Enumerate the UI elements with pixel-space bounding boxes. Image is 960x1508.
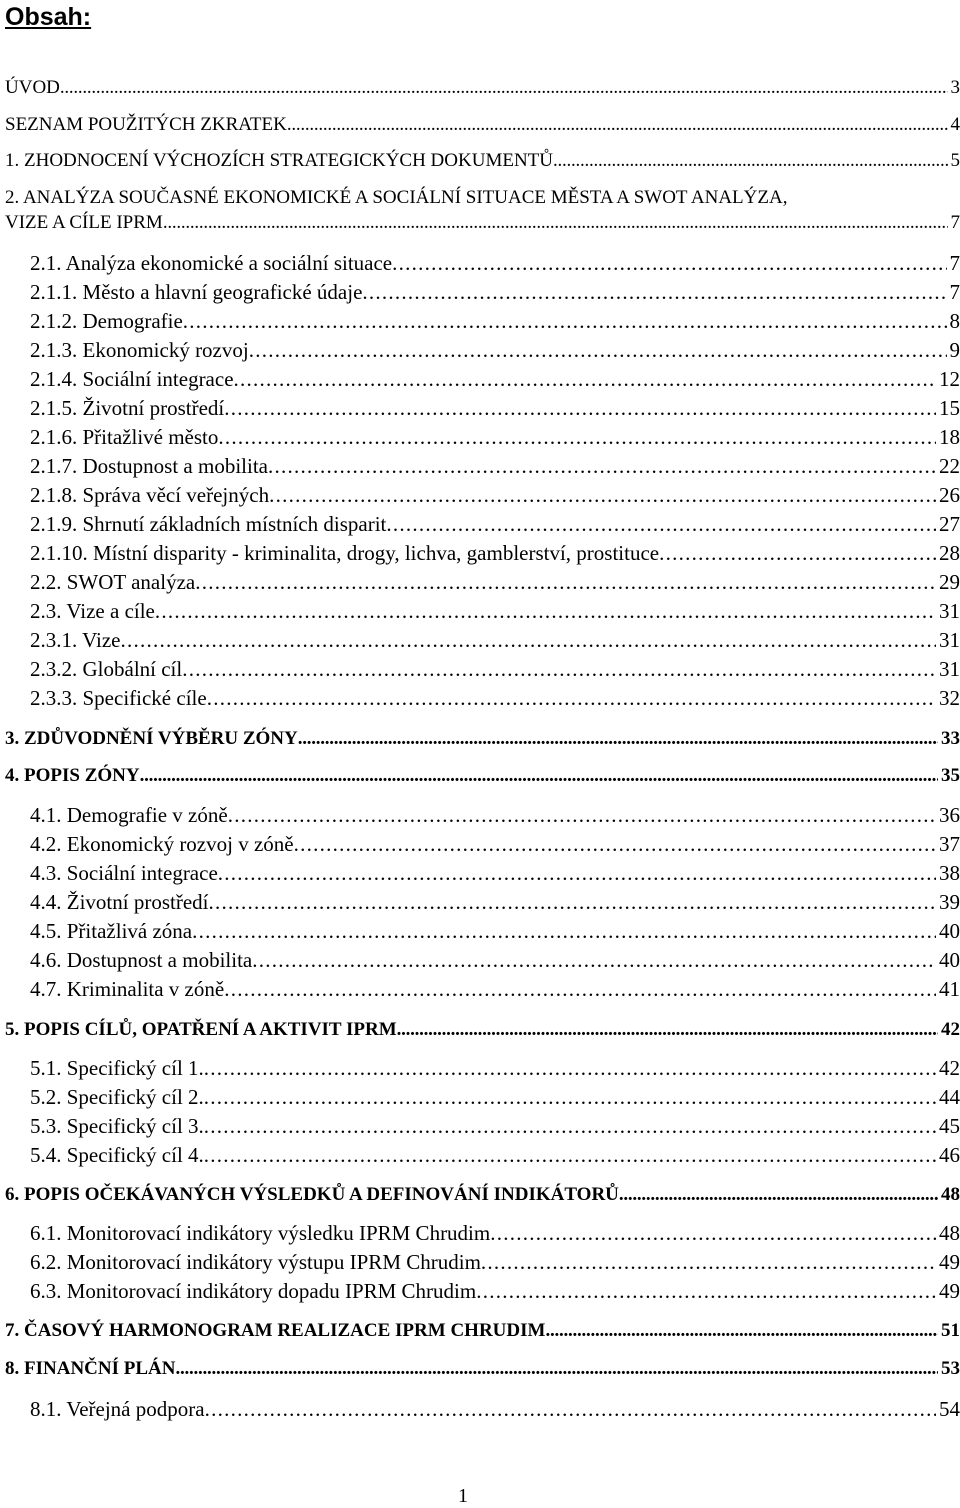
toc-page-number: 3 xyxy=(948,77,960,99)
toc-page-number: 7 xyxy=(947,251,960,276)
toc-entry-uvod[interactable] xyxy=(5,77,960,99)
toc-entry-label: 5.4. Specifický cíl 4. xyxy=(30,1143,204,1168)
toc-entry-label: 4.7. Kriminalita v zóně xyxy=(30,977,224,1002)
toc-entry-label: 8. FINANČNÍ PLÁN xyxy=(5,1358,175,1380)
toc-leader-dots xyxy=(205,1397,936,1422)
toc-page-number: 22 xyxy=(936,454,960,479)
toc-page-number: 32 xyxy=(936,686,960,711)
toc-leader-dots xyxy=(294,832,936,857)
toc-entry-6-1[interactable] xyxy=(30,1221,960,1246)
toc-page-number: 44 xyxy=(936,1085,960,1110)
toc-page-number: 48 xyxy=(938,1184,960,1206)
toc-entry-2-1-8[interactable] xyxy=(30,483,960,508)
toc-page-number: 7 xyxy=(947,280,960,305)
toc-page-number: 27 xyxy=(936,512,960,537)
toc-leader-dots xyxy=(155,599,936,624)
toc-entry-4-1[interactable] xyxy=(30,803,960,828)
toc-entry-label: 4.1. Demografie v zóně xyxy=(30,803,228,828)
toc-leader-dots xyxy=(234,367,936,392)
toc-leader-dots xyxy=(175,1358,938,1380)
toc-page-number: 49 xyxy=(936,1279,960,1304)
toc-entry-label: 4.6. Dostupnost a mobilita xyxy=(30,948,252,973)
toc-entry-seznam-zkratek[interactable] xyxy=(5,114,960,136)
toc-page-number: 7 xyxy=(948,212,960,234)
toc-page-number: 18 xyxy=(936,425,960,450)
toc-page-number: 28 xyxy=(936,541,960,566)
toc-entry-label: 2.1.7. Dostupnost a mobilita xyxy=(30,454,268,479)
toc-page-number: 49 xyxy=(936,1250,960,1275)
toc-page-number: 54 xyxy=(936,1397,960,1422)
toc-entry-label: 2.1.3. Ekonomický rozvoj xyxy=(30,338,249,363)
toc-entry-4-5[interactable] xyxy=(30,919,960,944)
toc-entry-label: 2.1.10. Místní disparity - kriminalita, drogy, lichva, gamblerství, prostituce xyxy=(30,541,659,566)
toc-page-number: 38 xyxy=(936,861,960,886)
toc-entry-label: 6.2. Monitorovací indikátory výstupu IPRM Chrudim xyxy=(30,1250,481,1275)
toc-entry-2-3-2[interactable] xyxy=(30,657,960,682)
toc-entry-label: 5.2. Specifický cíl 2. xyxy=(30,1085,204,1110)
toc-leader-dots xyxy=(121,628,936,653)
toc-entry-label: 8.1. Veřejná podpora xyxy=(30,1397,205,1422)
toc-leader-dots xyxy=(204,1114,936,1139)
toc-leader-dots xyxy=(545,1320,938,1342)
toc-entry-2-3-1[interactable] xyxy=(30,628,960,653)
toc-page-number: 5 xyxy=(948,150,960,172)
toc-page-number: 31 xyxy=(936,599,960,624)
toc-leader-dots xyxy=(195,570,936,595)
toc-entry-label: 2.1.5. Životní prostředí xyxy=(30,396,224,421)
toc-page-number: 48 xyxy=(936,1221,960,1246)
toc-page-number: 15 xyxy=(936,396,960,421)
toc-entry-label: 2.1.8. Správa věcí veřejných xyxy=(30,483,269,508)
toc-leader-dots xyxy=(163,212,948,234)
toc-leader-dots xyxy=(268,454,936,479)
toc-entry-label: 5.3. Specifický cíl 3. xyxy=(30,1114,204,1139)
toc-entry-label: 4.5. Přitažlivá zóna xyxy=(30,919,192,944)
toc-leader-dots xyxy=(192,919,936,944)
toc-entry-4-4[interactable] xyxy=(30,890,960,915)
toc-leader-dots xyxy=(224,396,936,421)
toc-leader-dots xyxy=(228,803,936,828)
toc-entry-6-2[interactable] xyxy=(30,1250,960,1275)
toc-entry-6-3[interactable] xyxy=(30,1279,960,1304)
toc-page-number: 9 xyxy=(947,338,960,363)
toc-entry-label: 2.1. Analýza ekonomické a sociální situace xyxy=(30,251,392,276)
toc-page-number: 29 xyxy=(936,570,960,595)
toc-entry-2-1-3[interactable] xyxy=(30,338,960,363)
toc-leader-dots xyxy=(476,1279,936,1304)
toc-entry-label: 2.3.2. Globální cíl xyxy=(30,657,182,682)
toc-leader-dots xyxy=(218,861,936,886)
toc-page-number: 39 xyxy=(936,890,960,915)
toc-entry-5-1[interactable] xyxy=(30,1056,960,1081)
toc-leader-dots xyxy=(362,280,946,305)
toc-leader-dots xyxy=(269,483,936,508)
toc-leader-dots xyxy=(204,1056,936,1081)
toc-page-number: 46 xyxy=(936,1143,960,1168)
toc-leader-dots xyxy=(249,338,947,363)
toc-leader-dots xyxy=(298,728,938,750)
toc-page-number: 8 xyxy=(947,309,960,334)
toc-entry-label: VIZE A CÍLE IPRM xyxy=(5,212,163,234)
toc-entry-5-2[interactable] xyxy=(30,1085,960,1110)
toc-entry-2-1-6[interactable] xyxy=(30,425,960,450)
toc-entry-2-1-2[interactable] xyxy=(30,309,960,334)
toc-entry-chapter-2[interactable] xyxy=(5,212,960,234)
toc-entry-label: 5.1. Specifický cíl 1. xyxy=(30,1056,204,1081)
toc-leader-dots xyxy=(224,977,936,1002)
toc-leader-dots xyxy=(386,512,936,537)
toc-entry-label: 4. POPIS ZÓNY xyxy=(5,765,140,787)
toc-page-number: 4 xyxy=(948,114,960,136)
toc-page-number: 53 xyxy=(938,1358,960,1380)
toc-entry-chapter-3[interactable] xyxy=(5,728,960,750)
toc-entry-label: 4.4. Životní prostředí xyxy=(30,890,208,915)
toc-entry-label: 4.3. Sociální integrace xyxy=(30,861,218,886)
toc-entry-8-1[interactable] xyxy=(30,1397,960,1422)
toc-entry-label: 2.1.1. Město a hlavní geografické údaje xyxy=(30,280,362,305)
toc-entry-label: 2.1.9. Shrnutí základních místních disparit xyxy=(30,512,386,537)
toc-entry-2-1[interactable] xyxy=(30,251,960,276)
toc-page-number: 36 xyxy=(936,803,960,828)
toc-page-number: 51 xyxy=(938,1320,960,1342)
toc-entry-4-2[interactable] xyxy=(30,832,960,857)
toc-page-number: 35 xyxy=(938,765,960,787)
toc-page-number: 45 xyxy=(936,1114,960,1139)
toc-page-number: 33 xyxy=(938,728,960,750)
page-number-footer: 1 xyxy=(0,1485,926,1508)
toc-leader-dots xyxy=(659,541,936,566)
toc-entry-label: 2.1.2. Demografie xyxy=(30,309,183,334)
toc-page-number: 31 xyxy=(936,657,960,682)
toc-leader-dots xyxy=(60,77,948,99)
toc-leader-dots xyxy=(397,1019,938,1041)
toc-entry-label: 4.2. Ekonomický rozvoj v zóně xyxy=(30,832,294,857)
toc-page-number: 42 xyxy=(938,1019,960,1041)
toc-leader-dots xyxy=(208,890,936,915)
toc-leader-dots xyxy=(140,765,938,787)
toc-entry-label: 5. POPIS CÍLŮ, OPATŘENÍ A AKTIVIT IPRM xyxy=(5,1019,397,1041)
toc-page-number: 40 xyxy=(936,919,960,944)
toc-entry-4-7[interactable] xyxy=(30,977,960,1002)
toc-page-number: 40 xyxy=(936,948,960,973)
toc-page-number: 41 xyxy=(936,977,960,1002)
toc-leader-dots xyxy=(287,114,948,136)
toc-entry-label: 2.3. Vize a cíle xyxy=(30,599,155,624)
toc-leader-dots xyxy=(182,657,936,682)
toc-entry-2-3-3[interactable] xyxy=(30,686,960,711)
toc-entry-chapter-7[interactable] xyxy=(5,1320,960,1342)
toc-leader-dots xyxy=(481,1250,936,1275)
toc-entry-4-6[interactable] xyxy=(30,948,960,973)
toc-entry-2-3[interactable] xyxy=(30,599,960,624)
toc-entry-chapter-8[interactable] xyxy=(5,1358,960,1380)
toc-page-number: 26 xyxy=(936,483,960,508)
toc-entry-4-3[interactable] xyxy=(30,861,960,886)
toc-entry-label: SEZNAM POUŽITÝCH ZKRATEK xyxy=(5,114,287,136)
toc-entry-label: 6.3. Monitorovací indikátory dopadu IPRM Chrudim xyxy=(30,1279,476,1304)
toc-entry-2-1-7[interactable] xyxy=(30,454,960,479)
toc-entry-label: 2.1.6. Přitažlivé město xyxy=(30,425,218,450)
toc-entry-label: 6. POPIS OČEKÁVANÝCH VÝSLEDKŮ A DEFINOVÁNÍ INDIKÁTORŮ xyxy=(5,1184,619,1206)
toc-page-number: 31 xyxy=(936,628,960,653)
toc-entry-2-1-9[interactable] xyxy=(30,512,960,537)
toc-entry-5-4[interactable] xyxy=(30,1143,960,1168)
toc-entry-2-1-4[interactable] xyxy=(30,367,960,392)
toc-leader-dots xyxy=(553,150,948,172)
toc-entry-chapter-2-line1[interactable]: 2. ANALÝZA SOUČASNÉ EKONOMICKÉ A SOCIÁLNÍ SITUACE MĚSTA A SWOT ANALÝZA, xyxy=(5,187,787,209)
toc-entry-2-1-10[interactable] xyxy=(30,541,960,566)
toc-leader-dots xyxy=(204,1143,936,1168)
toc-entry-label: 3. ZDŮVODNĚNÍ VÝBĚRU ZÓNY xyxy=(5,728,298,750)
toc-leader-dots xyxy=(204,1085,936,1110)
toc-entry-chapter-6[interactable] xyxy=(5,1184,960,1206)
toc-entry-label: 6.1. Monitorovací indikátory výsledku IPRM Chrudim xyxy=(30,1221,490,1246)
toc-entry-label: 2.3.1. Vize xyxy=(30,628,121,653)
toc-leader-dots xyxy=(183,309,947,334)
toc-entry-chapter-4[interactable] xyxy=(5,765,960,787)
toc-entry-label: 2.1.4. Sociální integrace xyxy=(30,367,234,392)
toc-entry-2-2[interactable] xyxy=(30,570,960,595)
toc-entry-5-3[interactable] xyxy=(30,1114,960,1139)
page-heading: Obsah: xyxy=(5,2,91,32)
toc-leader-dots xyxy=(619,1184,938,1206)
toc-entry-label: 2.2. SWOT analýza xyxy=(30,570,195,595)
toc-entry-label: ÚVOD xyxy=(5,77,60,99)
toc-leader-dots xyxy=(252,948,936,973)
toc-leader-dots xyxy=(392,251,946,276)
toc-entry-label: 7. ČASOVÝ HARMONOGRAM REALIZACE IPRM CHRUDIM xyxy=(5,1320,545,1342)
toc-entry-2-1-1[interactable] xyxy=(30,280,960,305)
toc-page-number: 37 xyxy=(936,832,960,857)
toc-entry-chapter-5[interactable] xyxy=(5,1019,960,1041)
toc-entry-label: 1. ZHODNOCENÍ VÝCHOZÍCH STRATEGICKÝCH DOKUMENTŮ xyxy=(5,150,553,172)
toc-entry-chapter-1[interactable] xyxy=(5,150,960,172)
toc-page-number: 12 xyxy=(936,367,960,392)
toc-leader-dots xyxy=(207,686,936,711)
toc-entry-label: 2.3.3. Specifické cíle xyxy=(30,686,207,711)
toc-leader-dots xyxy=(218,425,936,450)
toc-entry-2-1-5[interactable] xyxy=(30,396,960,421)
toc-page-number: 42 xyxy=(936,1056,960,1081)
toc-leader-dots xyxy=(490,1221,936,1246)
